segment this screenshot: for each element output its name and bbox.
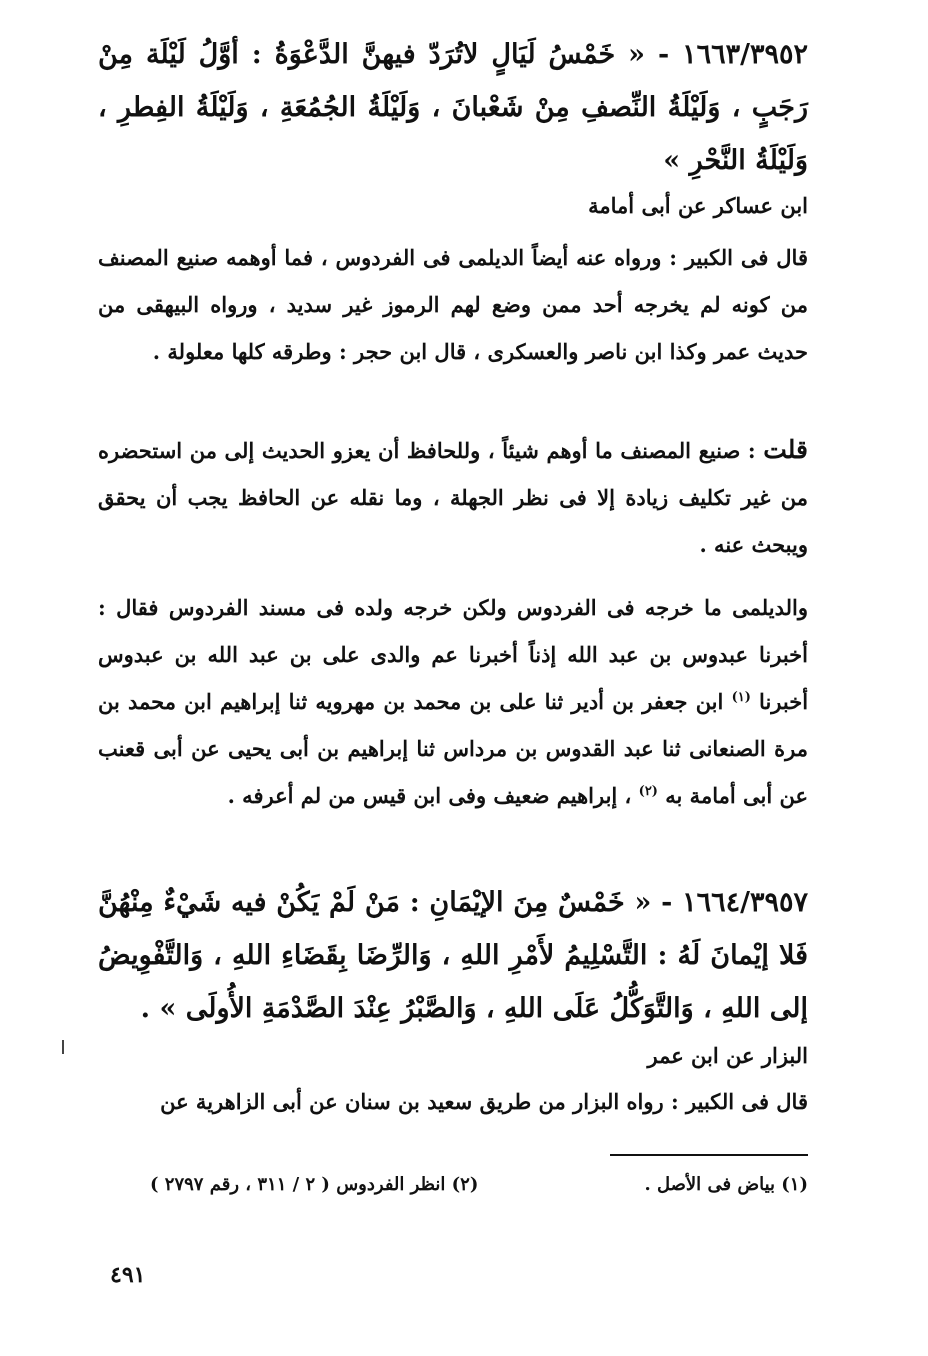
hadith-text: « خَمْسٌ مِنَ الإيْمَانِ : مَنْ لَمْ يَكُنْ فيه شَيْءٌ مِنْهُنَّ فَلا إيْمانَ لَهُ : التَّسْلِيمُ لأَمْرِ اللهِ ، وَالرِّضَا بِقَضَاءِ اللهِ ، وَالتَّفْوِيضُ إلى اللهِ ، وَالتَّوَكُّلُ عَلَى اللهِ ، وَالصَّبْرُ عِنْدَ الصَّدْمَةِ الأُولَى » .: [98, 887, 808, 1024]
hadith-source: ابن عساكر عن أبى أمامة: [588, 193, 808, 218]
margin-mark: [62, 1040, 64, 1054]
hadith-number: ١٦٦٤/٣٩٥٧ -: [661, 887, 809, 918]
commentary-text: والديلمى ما خرجه فى الفردوس ولكن خرجه ولده فى مسند الفردوس فقال : أخبرنا عبدوس بن عبد الله إذناً أخبرنا عم والدى على بن عبد الله بن عبدوس أخبرنا: [98, 595, 809, 714]
page-number: ٤٩١: [110, 1262, 146, 1288]
footnote-1: (١) بياض فى الأصل .: [644, 1174, 808, 1195]
commentary-paragraph: [98, 584, 808, 819]
hadith-text: « خَمْسُ لَيَالٍ لاتُرَدّ فيهنَّ الدَّعْوَةُ : أوَّلُ لَيْلَة مِنْ رَجَبٍ ، وَلَيْلَةُ النِّصفِ مِنْ شَعْبانَ ، وَلَيْلَةُ الجُمُعَةِ ، وَلَيْلَةُ الفِطرِ ، وَلَيْلَةُ النَّحْرِ »: [98, 39, 808, 176]
commentary-paragraph: قال فى الكبير : ورواه عنه أيضاً الديلمى فى الفردوس ، فما أوهمه صنيع المصنف من كونه لم يخرجه أحد ممن وضع لهم الرموز غير سديد ، ورواه البيهقى من حديث عمر وكذا ابن ناصر والعسكرى ، قال ابن حجر : وطرقه كلها معلولة .: [98, 245, 808, 364]
hadith-1664: [98, 876, 808, 1035]
commentary-text: ، إبراهيم ضعيف وفى ابن قيس من لم أعرفه .: [227, 783, 632, 808]
commentary-text: ابن جعفر بن أدير ثنا على بن محمد بن مهرويه ثنا إبراهيم ابن محمد بن مرة الصنعانى ثنا عبد القدوس بن مرداس ثنا إبراهيم بن أبى يحيى عن أبى قعنب عن أبى أمامة به: [98, 689, 808, 808]
footnote-divider: [610, 1154, 808, 1156]
hadith-source: البزار عن ابن عمر: [647, 1043, 808, 1068]
commentary-lead-word: قلت: [763, 435, 808, 464]
hadith-number: ١٦٦٣/٣٩٥٢ -: [657, 39, 809, 70]
footnote-2: (٢) انظر الفردوس ( ٢ / ٣١١ ، رقم ٢٧٩٧ ): [150, 1174, 479, 1195]
commentary-paragraph: قال فى الكبير : رواه البزار من طريق سعيد بن سنان عن أبى الزاهرية عن: [160, 1089, 808, 1114]
commentary-paragraph: [98, 426, 808, 568]
footnote-ref: (٢): [638, 784, 658, 799]
footnote-ref: (١): [731, 690, 751, 705]
footnotes: [150, 1170, 808, 1200]
commentary-text: : صنيع المصنف ما أوهم شيئاً ، وللحافظ أن يعزو الحديث إلى من استحضره من غير تكليف زيادة إلا فى نظر الجهلة ، وما نقله عن الحافظ يجب أن يحقق ويبحث عنه .: [98, 438, 808, 557]
hadith-1663: [98, 28, 808, 187]
